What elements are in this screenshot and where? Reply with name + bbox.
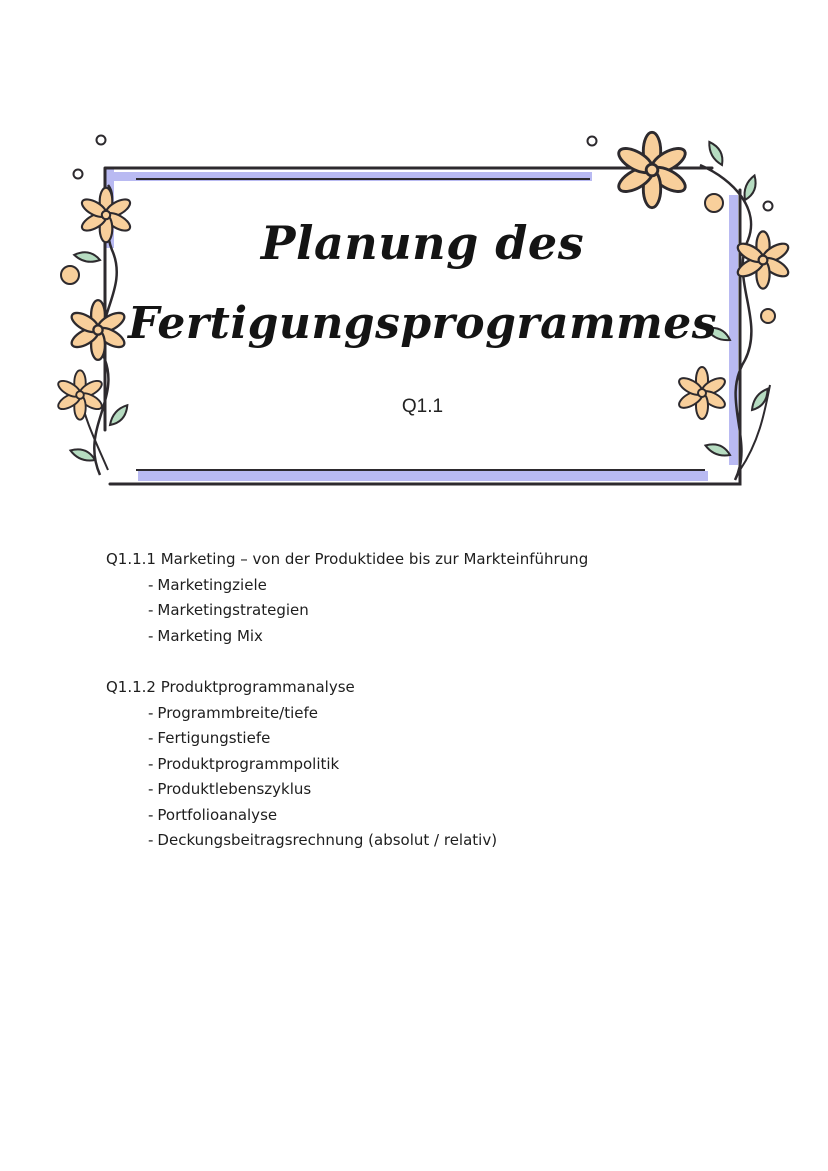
dot-ornament <box>588 137 597 146</box>
list-item: - Portfolioanalyse <box>148 805 278 824</box>
dot-ornament <box>97 136 106 145</box>
leaf-icon <box>707 139 725 167</box>
section-heading: Q1.1.2 Produktprogrammanalyse <box>106 678 355 696</box>
dot-ornament <box>61 266 79 284</box>
section-heading: Q1.1.1 Marketing – von der Produktidee bis zur Markteinführung <box>106 550 589 568</box>
list-item: - Marketing Mix <box>148 626 263 645</box>
flower-icon <box>615 132 689 207</box>
chapter-code: Q1.1 <box>401 396 444 417</box>
dot-ornament <box>705 194 723 212</box>
list-item: - Marketingziele <box>148 575 267 594</box>
list-item: - Programmbreite/tiefe <box>148 703 319 722</box>
page-title-line1: Planung des <box>260 216 585 270</box>
section-produktprogrammanalyse <box>106 675 786 854</box>
leaf-icon <box>704 439 731 460</box>
leaf-icon <box>73 248 101 266</box>
list-item: - Produktprogrammpolitik <box>148 754 340 773</box>
dot-ornament <box>74 170 83 179</box>
leaf-icon <box>69 444 96 465</box>
topic-outline <box>106 547 786 880</box>
dot-ornament <box>761 309 775 323</box>
list-item: - Deckungsbeitragsrechnung (absolut / relativ) <box>148 831 498 849</box>
list-item: - Marketingstrategien <box>148 601 309 619</box>
section-marketing <box>106 547 786 649</box>
list-item: - Fertigungstiefe <box>148 729 271 747</box>
title-banner <box>0 0 828 520</box>
dot-ornament <box>764 202 773 211</box>
list-item: - Produktlebenszyklus <box>148 780 312 798</box>
frame-accent-bottom <box>138 471 708 481</box>
flower-icon <box>56 370 104 419</box>
page-title-line2: Fertigungsprogrammes <box>128 298 717 349</box>
